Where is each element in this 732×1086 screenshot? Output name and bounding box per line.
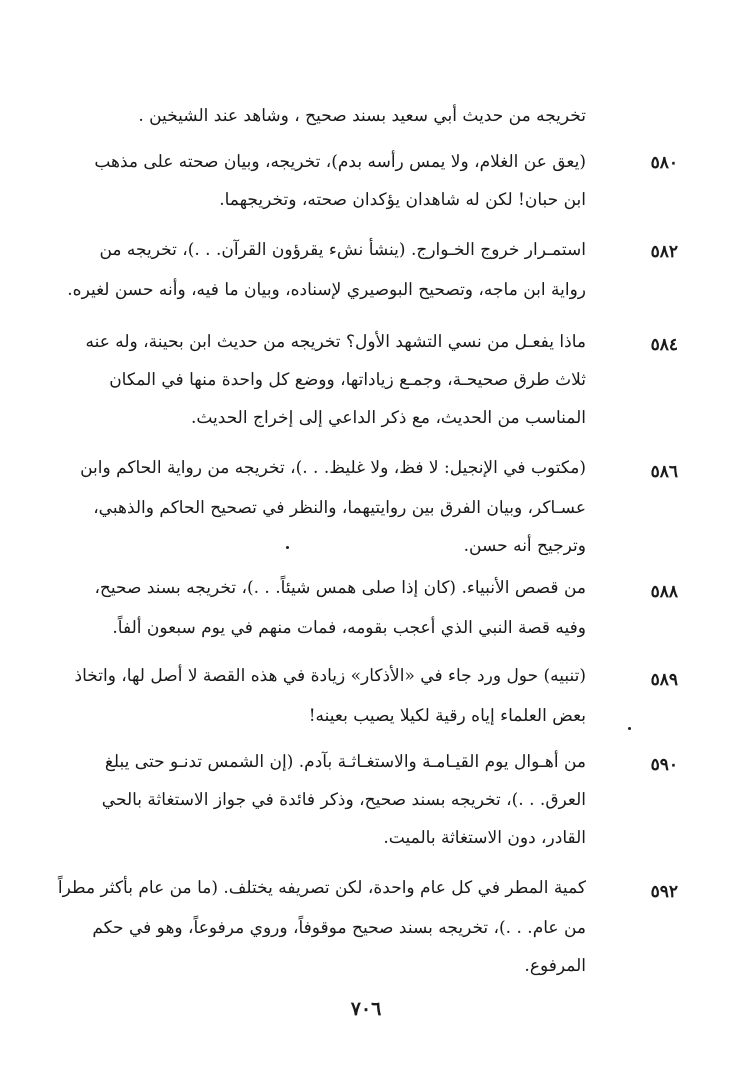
- text-line: وفيه قصة النبي الذي أعجب بقومه، فمات منهم في يوم سبعون ألفاً.: [112, 618, 586, 638]
- entry-number: ٥٩٠: [650, 755, 678, 775]
- entry-number: ٥٨٢: [650, 242, 678, 262]
- text-line: (تنبيه) حول ورد جاء في «الأذكار» زيادة في هذه القصة لا أصل لها، واتخاذ: [74, 666, 586, 686]
- entry-number: ٥٨٤: [650, 335, 678, 355]
- entry-number: ٥٨٠: [650, 153, 678, 173]
- text-line: المرفوع.: [524, 956, 586, 976]
- page-number: ٧٠٦: [350, 998, 382, 1020]
- text-line: من عام. . .)، تخريجه بسند صحيح موقوفاً، وروي مرفوعاً، وهو في حكم: [92, 918, 586, 938]
- entry-number: ٥٨٩: [650, 670, 678, 690]
- text-line: ماذا يفعـل من نسي التشهد الأول؟ تخريجه من حديث ابن بحينة، وله عنه: [85, 332, 586, 352]
- text-line: عسـاكر، وبيان الفرق بين روايتيهما، والنظر في تصحيح الحاكم والذهبي،: [93, 498, 586, 518]
- text-line: ثلاث طرق صحيحـة، وجمـع زياداتها، ووضع كل واحدة منها في المكان: [109, 370, 586, 390]
- ink-dot: [286, 546, 289, 549]
- ink-dot: [628, 727, 631, 730]
- text-line: القادر، دون الاستغاثة بالميت.: [383, 828, 586, 848]
- text-line: من قصص الأنبياء. (كان إذا صلى همس شيئاً. . .)، تخريجه بسند صحيح،: [94, 578, 586, 598]
- text-line: كمية المطر في كل عام واحدة، لكن تصريفه يختلف. (ما من عام بأكثر مطراً: [57, 878, 586, 898]
- text-line: (يعق عن الغلام، ولا يمس رأسه بدم)، تخريجه، وبيان صحته على مذهب: [94, 152, 586, 172]
- text-line: استمـرار خروج الخـوارج. (ينشأ نشء يقرؤون القرآن. . .)، تخريجه من: [99, 240, 586, 260]
- text-line: بعض العلماء إياه رقية لكيلا يصيب بعينه!: [308, 706, 586, 726]
- text-line: ابن حبان! لكن له شاهدان يؤكدان صحته، وتخريجهما.: [219, 190, 586, 210]
- text-line: من أهـوال يوم القيـامـة والاستغـاثـة بآدم. (إن الشمس تدنـو حتى يبلغ: [104, 752, 586, 772]
- text-line: رواية ابن ماجه، وتصحيح البوصيري لإسناده، وبيان ما فيه، وأنه حسن لغيره.: [67, 280, 586, 300]
- text-line: المناسب من الحديث، مع ذكر الداعي إلى إخراج الحديث.: [190, 408, 586, 428]
- entry-number: ٥٨٨: [650, 582, 678, 602]
- text-line: (مكتوب في الإنجيل: لا فظ، ولا غليظ. . .)، تخريجه من رواية الحاكم وابن: [80, 458, 586, 478]
- text-line: وترجيح أنه حسن.: [463, 536, 586, 556]
- entry-number: ٥٩٢: [650, 882, 678, 902]
- entry-number: ٥٨٦: [650, 462, 678, 482]
- text-line: تخريجه من حديث أبي سعيد بسند صحيح ، وشاهد عند الشيخين .: [138, 106, 586, 126]
- text-line: العرق. . .)، تخريجه بسند صحيح، وذكر فائدة في جواز الاستغاثة بالحي: [101, 790, 586, 810]
